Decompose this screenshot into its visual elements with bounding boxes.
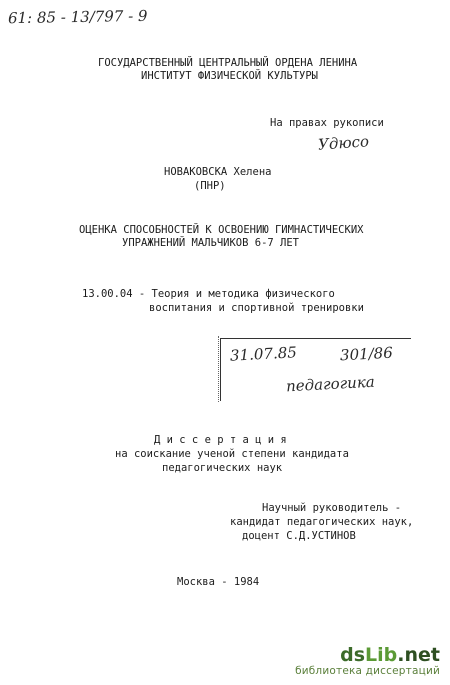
manuscript-rights: На правах рукописи (270, 117, 384, 129)
dslib-subtitle: библиотека диссертаций (295, 665, 440, 677)
dslib-logo: dsLib.net (340, 644, 440, 666)
stamp-number: 301/86 (339, 343, 394, 365)
dissertation-heading: Д и с с е р т а ц и я (154, 434, 287, 446)
supervisor-line-1: Научный руководитель - (262, 502, 402, 514)
author-name: НОВАКОВСКА Хелена (164, 166, 272, 178)
institution-line-2: ИНСТИТУТ ФИЗИЧЕСКОЙ КУЛЬТУРЫ (141, 70, 319, 82)
specialty-line-1: 13.00.04 - Теория и методика физического (82, 288, 335, 300)
dissertation-line-2: педагогических наук (162, 462, 283, 474)
supervisor-line-2: кандидат педагогических наук, (230, 516, 414, 528)
dissertation-line-1: на соискание ученой степени кандидата (115, 448, 349, 460)
place-year: Москва - 1984 (177, 576, 260, 588)
stamp-field: педагогика (285, 372, 376, 396)
stamp-date: 31.07.85 (229, 343, 298, 365)
catalog-number: 61: 85 - 13/797 - 9 (7, 6, 148, 28)
specialty-line-2: воспитания и спортивной тренировки (149, 302, 364, 314)
signature: Удюсо (317, 132, 370, 154)
title-line-2: УПРАЖНЕНИЙ МАЛЬЧИКОВ 6-7 ЛЕТ (122, 237, 300, 249)
stamp-border-dots (218, 336, 223, 402)
supervisor-line-3: доцент С.Д.УСТИНОВ (242, 530, 356, 542)
dslib-watermark (295, 645, 440, 677)
institution-line-1: ГОСУДАРСТВЕННЫЙ ЦЕНТРАЛЬНЫЙ ОРДЕНА ЛЕНИНА (98, 57, 358, 69)
title-line-1: ОЦЕНКА СПОСОБНОСТЕЙ К ОСВОЕНИЮ ГИМНАСТИЧЕСКИХ (79, 224, 364, 236)
author-country: (ПНР) (194, 180, 226, 192)
